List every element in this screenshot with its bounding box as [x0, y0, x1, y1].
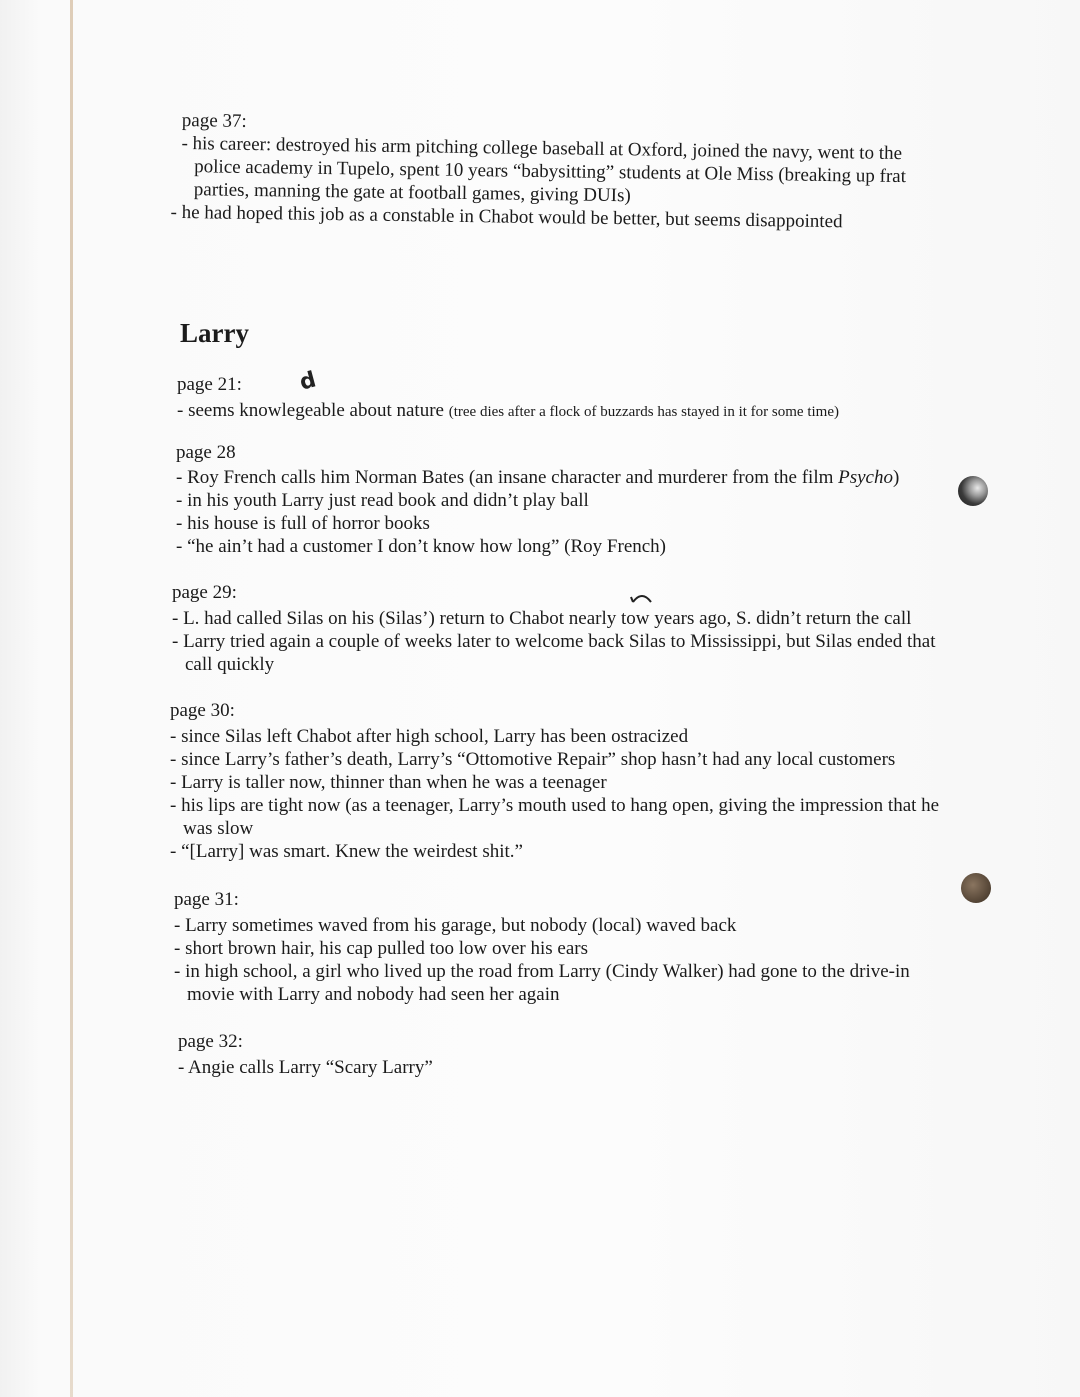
heading-larry: Larry [180, 318, 249, 348]
bullet-hair: - short brown hair, his cap pulled too low over his ears [174, 938, 588, 959]
section-page-32 [178, 1031, 938, 1079]
page-ref-37: page 37: [181, 110, 247, 132]
section-page-31 [174, 889, 944, 1006]
bullet-called-silas: - L. had called Silas on his (Silas’) return to Chabot nearly tow years ago, S. didn’t return the call [172, 608, 912, 629]
handwritten-swap-mark [630, 590, 654, 604]
bullet-norman-bates [176, 466, 946, 489]
section-page-21 [177, 374, 937, 424]
section-page-37 [170, 110, 917, 234]
film-title-psycho: Psycho [838, 467, 893, 488]
punch-hole-top [958, 476, 988, 506]
bullet-tried-again: - Larry tried again a couple of weeks later to welcome back Silas to Mississippi, but Silas ended that call quickly [172, 631, 936, 675]
section-page-29 [172, 582, 942, 676]
bullet-youth: - in his youth Larry just read book and didn’t play ball [176, 490, 589, 511]
bullet-nature-detail: (tree dies after a flock of buzzards has stayed in it for some time) [448, 404, 839, 420]
bullet-waved: - Larry sometimes waved from his garage, but nobody (local) waved back [174, 915, 737, 936]
bullet-norman-bates-end: ) [893, 467, 900, 488]
bullet-nature-main: - seems knowlegeable about nature [177, 400, 444, 421]
bullet-cindy-walker: - in high school, a girl who lived up the road from Larry (Cindy Walker) had gone to the drive-in movie with Larry and nobody had seen her again [174, 961, 910, 1005]
bullet-ottomotive: - since Larry’s father’s death, Larry’s “Ottomotive Repair” shop hasn’t had any local customers [170, 749, 896, 770]
page-ref-29: page 29: [172, 582, 237, 603]
bullet-norman-bates-text: - Roy French calls him Norman Bates (an insane character and murderer from the film [176, 467, 839, 488]
bullet-lips: - his lips are tight now (as a teenager, Larry’s mouth used to hang open, giving the impression that he was slow [170, 795, 940, 839]
bullet-ostracized: - since Silas left Chabot after high school, Larry has been ostracized [170, 726, 689, 747]
paper-left-edge [70, 0, 73, 1397]
bullet-constable: - he had hoped this job as a constable in Chabot would be better, but seems disappointed [170, 201, 843, 233]
handwritten-correction-d: d [297, 367, 319, 396]
page-ref-21: page 21: [177, 374, 242, 395]
bullet-smart-quote: - “[Larry] was smart. Knew the weirdest shit.” [170, 841, 523, 862]
bullet-taller: - Larry is taller now, thinner than when he was a teenager [170, 772, 607, 793]
page-ref-31: page 31: [174, 889, 239, 910]
page-ref-28: page 28 [176, 442, 236, 463]
bullet-career: - his career: destroyed his arm pitching college baseball at Oxford, joined the navy, went to the police academy in Tupelo, spent 10 years “babysitting” students at Ole Miss (breaking up frat parties, manning the gate at football games, giving DUIs) [181, 132, 907, 207]
section-page-28 [176, 442, 946, 558]
larry-heading-wrap [180, 318, 249, 349]
bullet-nature [177, 399, 937, 424]
bullet-customer-quote: - “he ain’t had a customer I don’t know how long” (Roy French) [176, 536, 667, 557]
page-ref-30: page 30: [170, 700, 235, 721]
bullet-scary-larry: - Angie calls Larry “Scary Larry” [178, 1057, 433, 1078]
page-ref-32: page 32: [178, 1031, 243, 1052]
section-page-30 [170, 700, 950, 863]
bullet-horror-books: - his house is full of horror books [176, 513, 430, 534]
punch-hole-bottom [961, 873, 991, 903]
